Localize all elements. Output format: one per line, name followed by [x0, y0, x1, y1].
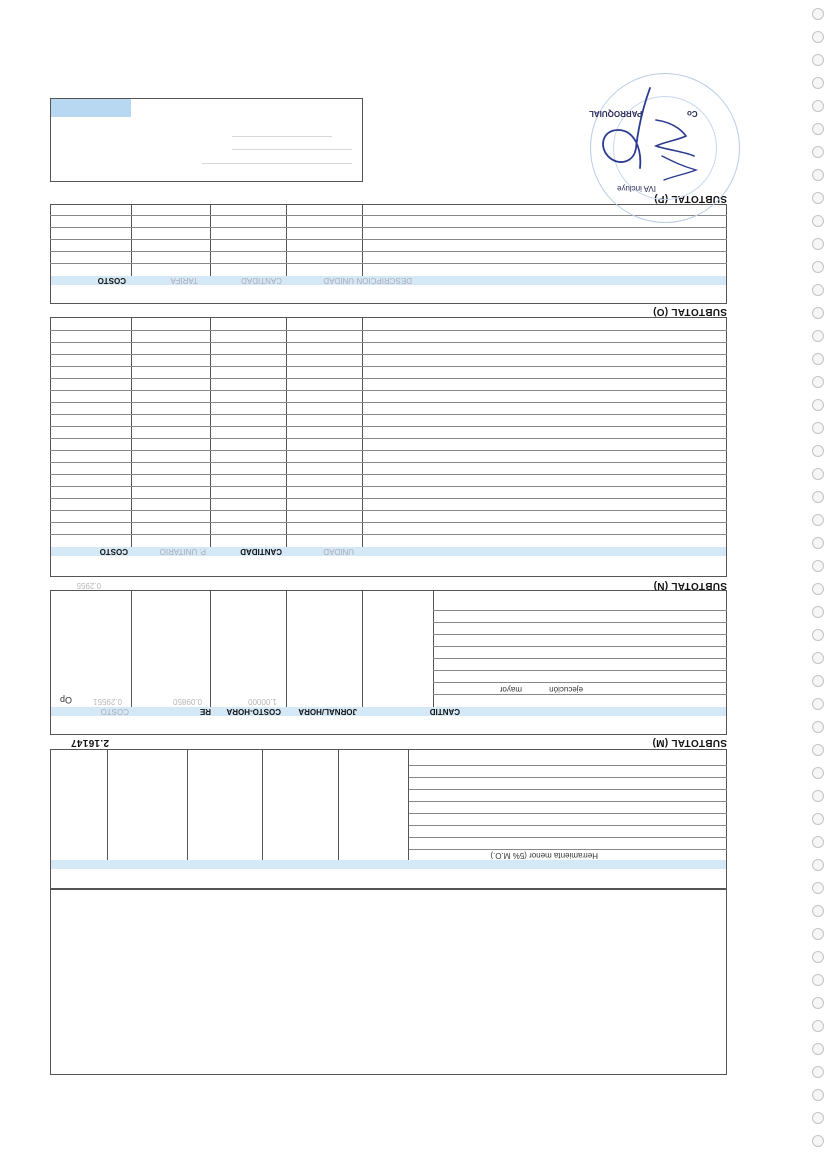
subtotal-n-title: SUBTOTAL (N)	[653, 580, 727, 591]
o-header-costo: COSTO	[99, 547, 128, 556]
section-subtotal-o	[50, 317, 727, 577]
p-header-tarifa: TARIFA	[170, 276, 198, 285]
binding-rings	[804, 0, 832, 1168]
o-header-punitario: P. UNITARIO	[159, 547, 206, 556]
o-header-cantidad: CANTIDAD	[240, 547, 282, 556]
n-value-3: 0.29551	[93, 697, 122, 706]
header-strip-n	[51, 707, 726, 716]
summary-box	[50, 889, 727, 1075]
p-header-cantidad: CANTIDAD	[241, 276, 282, 285]
p-header-unidad: UNIDAD	[323, 276, 354, 285]
p-header-descripcion: DESCRIPCION	[356, 276, 412, 285]
subtotal-m-title: SUBTOTAL (M)	[652, 737, 727, 748]
stamp-co: Co	[687, 109, 698, 118]
n-value-1: 1.00000	[248, 697, 277, 706]
n-row-ejecucion: ejecución	[549, 685, 583, 694]
n-header-costo-hora: COSTO-HORA	[226, 707, 281, 716]
header-strip-o	[51, 547, 726, 556]
n-row-op: Op	[59, 695, 72, 705]
header-strip-m	[51, 860, 726, 869]
stamp-iva: IVA incluye	[617, 184, 656, 193]
info-box-highlight	[51, 99, 131, 117]
section-subtotal-p	[50, 204, 727, 304]
n-header-costo: COSTO	[100, 707, 129, 716]
signature	[590, 82, 710, 192]
stamp-parish: PARROQUIAL	[589, 109, 643, 118]
subtotal-n-total: 0.2955	[76, 581, 101, 590]
o-header-unidad: UNIDAD	[323, 547, 354, 556]
n-row-mayor: mayor	[499, 685, 522, 694]
p-header-costo: COSTO	[97, 276, 126, 285]
subtotal-o-title: SUBTOTAL (O)	[652, 306, 727, 317]
n-value-2: 0.09850	[173, 697, 202, 706]
n-header-cantid: CANTID	[429, 707, 460, 716]
subtotal-m-line: Herramienta menor (5% M.O.)	[490, 851, 598, 860]
subtotal-m-value: 2.16147	[70, 737, 109, 748]
n-header-jornal: JORNAL/HORA	[298, 707, 357, 716]
n-header-re: RE	[199, 707, 211, 716]
subtotal-p-title: SUBTOTAL (P)	[653, 193, 727, 204]
